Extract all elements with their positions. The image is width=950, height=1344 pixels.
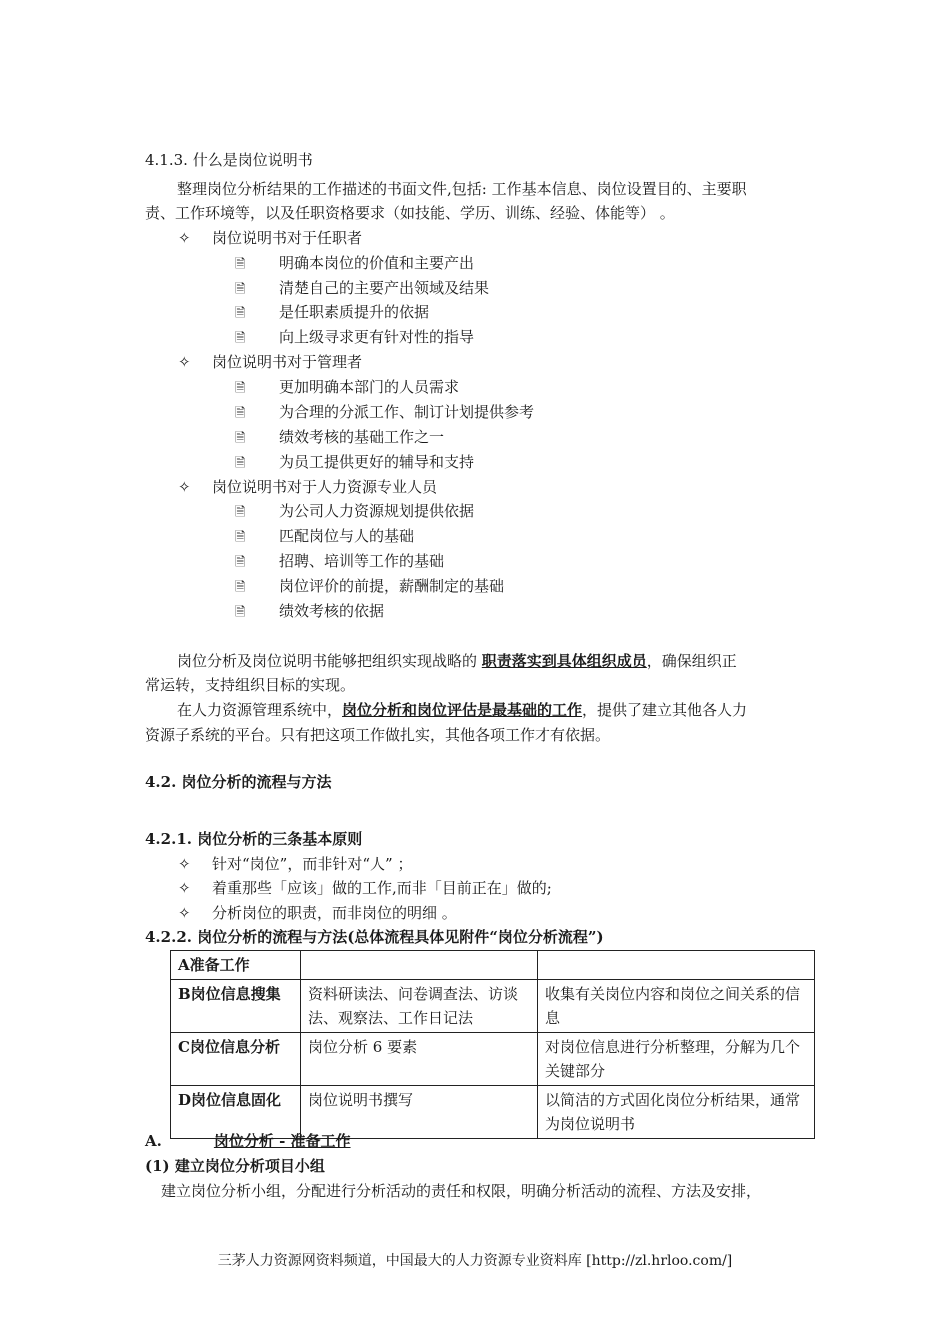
diamond-icon: ✧ [178, 353, 191, 371]
table-cell: 岗位说明书撰写 [301, 1086, 538, 1139]
paragraph-1-line-2: 常运转，支持组织目标的实现。 [145, 676, 356, 694]
list-item: 🗎 向上级寻求更有针对性的指导 [235, 327, 474, 349]
table-cell: 资料研读法、问卷调查法、访谈法、观察法、工作日记法 [301, 980, 538, 1033]
list-item: 🗎 为员工提供更好的辅导和支持 [235, 452, 474, 474]
list-item: 🗎 匹配岗位与人的基础 [235, 526, 414, 548]
principle-item: ✧ 分析岗位的职责，而非岗位的明细 。 [178, 904, 457, 922]
subsection-heading: (1) 建立岗位分析项目小组 [145, 1157, 325, 1175]
section-a-label: A. [145, 1132, 162, 1150]
document-icon: 🗎 [235, 406, 246, 421]
body-text: 建立岗位分析小组，分配进行分析活动的责任和权限，明确分析活动的流程、方法及安排， [161, 1182, 762, 1200]
list-item: 🗎 为公司人力资源规划提供依据 [235, 501, 474, 523]
diamond-icon: ✧ [178, 904, 191, 922]
document-icon: 🗎 [235, 605, 246, 620]
document-icon: 🗎 [235, 580, 246, 595]
diamond-icon: ✧ [178, 855, 191, 873]
page-footer: 三茅人力资源网资料频道，中国最大的人力资源专业资料库 [http://zl.hrloo.com/] [217, 1253, 733, 1269]
diamond-icon: ✧ [178, 879, 191, 897]
paragraph-2-line-2: 资源子系统的平台。只有把这项工作做扎实，其他各项工作才有依据。 [145, 726, 611, 744]
table-cell: 收集有关岗位内容和岗位之间关系的信息 [538, 980, 815, 1033]
intro-line-1: 整理岗位分析结果的工作描述的书面文件,包括: 工作基本信息、岗位设置目的、主要职 [177, 180, 747, 198]
table-cell: C岗位信息分析 [171, 1033, 301, 1086]
table-cell: A准备工作 [171, 951, 301, 980]
document-icon: 🗎 [235, 505, 246, 520]
paragraph-2-line-1: 在人力资源管理系统中，岗位分析和岗位评估是最基础的工作，提供了建立其他各人力 [177, 701, 748, 719]
list-item: 🗎 更加明确本部门的人员需求 [235, 377, 459, 399]
table-cell: D岗位信息固化 [171, 1086, 301, 1139]
emphasis-text: 职责落实到具体组织成员 [481, 652, 647, 670]
document-icon: 🗎 [235, 381, 246, 396]
group-2 [178, 352, 362, 372]
section-413-heading: 4.1.3. 什么是岗位说明书 [145, 151, 313, 169]
principle-item: ✧ 着重那些「应该」做的工作,而非「目前正在」做的; [178, 879, 552, 897]
section-421-heading: 4.2.1. 岗位分析的三条基本原则 [145, 830, 363, 848]
group-1-title: 岗位说明书对于任职者 [212, 229, 363, 247]
document-icon: 🗎 [235, 306, 246, 321]
group-2-title: 岗位说明书对于管理者 [212, 353, 363, 371]
list-item: 🗎 明确本岗位的价值和主要产出 [235, 253, 474, 275]
table-cell: 以简洁的方式固化岗位分析结果，通常为岗位说明书 [538, 1086, 815, 1139]
table-row [171, 980, 815, 1033]
emphasis-text: 岗位分析和岗位评估是最基础的工作 [342, 701, 583, 719]
principle-item: ✧ 针对“岗位”，而非针对“人” ； [178, 855, 413, 873]
list-item: 🗎 清楚自己的主要产出领域及结果 [235, 278, 489, 300]
document-icon: 🗎 [235, 257, 246, 272]
document-icon: 🗎 [235, 530, 246, 545]
table-cell [301, 951, 538, 980]
section-42-heading: 4.2. 岗位分析的流程与方法 [145, 773, 332, 791]
document-icon: 🗎 [235, 456, 246, 471]
paragraph-1-line-1: 岗位分析及岗位说明书能够把组织实现战略的 职责落实到具体组织成员，确保组织正 [177, 652, 737, 670]
table-row [171, 951, 815, 980]
list-item: 🗎 绩效考核的基础工作之一 [235, 427, 444, 449]
table-cell: B岗位信息搜集 [171, 980, 301, 1033]
table-cell: 对岗位信息进行分析整理，分解为几个关键部分 [538, 1033, 815, 1086]
table-row [171, 1033, 815, 1086]
document-icon: 🗎 [235, 431, 246, 446]
table-cell: 岗位分析 6 要素 [301, 1033, 538, 1086]
group-3 [178, 477, 437, 497]
group-3-title: 岗位说明书对于人力资源专业人员 [212, 478, 438, 496]
section-a-title: 岗位分析 - 准备工作 [213, 1132, 351, 1150]
section-a-heading [145, 1131, 351, 1151]
list-item: 🗎 是任职素质提升的依据 [235, 302, 429, 324]
group-1 [178, 228, 362, 248]
document-icon: 🗎 [235, 282, 246, 297]
document-icon: 🗎 [235, 331, 246, 346]
list-item: 🗎 岗位评价的前提，薪酬制定的基础 [235, 576, 504, 598]
intro-line-2: 责、工作环境等，以及任职资格要求（如技能、学历、训练、经验、体能等） 。 [145, 204, 675, 222]
process-table [170, 950, 815, 1139]
diamond-icon: ✧ [178, 478, 191, 496]
list-item: 🗎 为合理的分派工作、制订计划提供参考 [235, 402, 534, 424]
section-422-heading: 4.2.2. 岗位分析的流程与方法(总体流程具体见附件“岗位分析流程”) [145, 928, 604, 946]
list-item: 🗎 招聘、培训等工作的基础 [235, 551, 444, 573]
list-item: 🗎 绩效考核的依据 [235, 601, 384, 623]
document-icon: 🗎 [235, 555, 246, 570]
diamond-icon: ✧ [178, 229, 191, 247]
table-cell [538, 951, 815, 980]
